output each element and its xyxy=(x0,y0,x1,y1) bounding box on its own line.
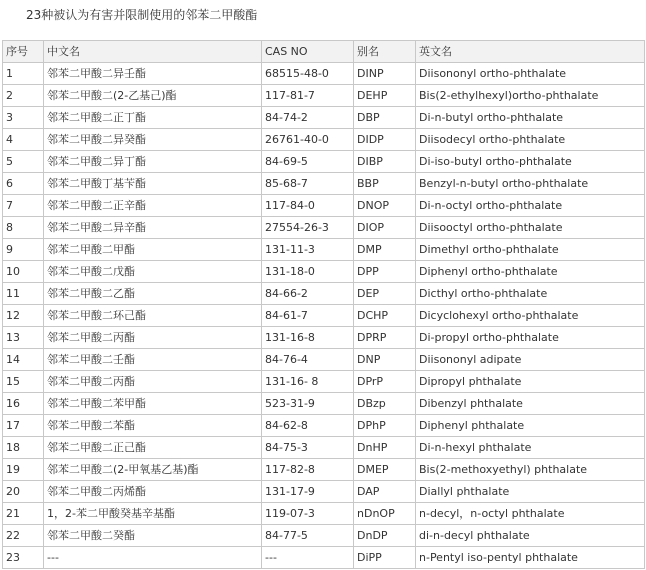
cell-index: 21 xyxy=(3,503,44,525)
cell-chinese-name: 邻苯二甲酸二乙酯 xyxy=(44,283,262,305)
table-row xyxy=(3,437,645,459)
cell-alias: DMP xyxy=(354,239,416,261)
cell-chinese-name: 邻苯二甲酸二丙烯酯 xyxy=(44,481,262,503)
cell-alias: DEHP xyxy=(354,85,416,107)
cell-index: 13 xyxy=(3,327,44,349)
cell-chinese-name: 邻苯二甲酸二正辛酯 xyxy=(44,195,262,217)
cell-cas-no: 84-69-5 xyxy=(262,151,354,173)
cell-alias: DMEP xyxy=(354,459,416,481)
header-alias: 别名 xyxy=(354,41,416,63)
cell-alias: DINP xyxy=(354,63,416,85)
cell-english-name: Diisodecyl ortho-phthalate xyxy=(416,129,645,151)
page-title: 23种被认为有害并限制使用的邻苯二甲酸酯 xyxy=(26,8,258,22)
cell-index: 10 xyxy=(3,261,44,283)
cell-cas-no: 131-16- 8 xyxy=(262,371,354,393)
table-row xyxy=(3,217,645,239)
cell-cas-no: 131-18-0 xyxy=(262,261,354,283)
header-index: 序号 xyxy=(3,41,44,63)
cell-chinese-name: 邻苯二甲酸二正己酯 xyxy=(44,437,262,459)
cell-cas-no: --- xyxy=(262,547,354,569)
cell-english-name: Diallyl phthalate xyxy=(416,481,645,503)
table-body xyxy=(3,63,645,569)
table-header xyxy=(3,41,645,63)
table-row xyxy=(3,85,645,107)
table-row xyxy=(3,459,645,481)
cell-alias: DEP xyxy=(354,283,416,305)
cell-chinese-name: 邻苯二甲酸二环己酯 xyxy=(44,305,262,327)
phthalate-table xyxy=(2,40,645,569)
table-row xyxy=(3,371,645,393)
header-cas-no: CAS NO xyxy=(262,41,354,63)
cell-alias: DNP xyxy=(354,349,416,371)
cell-index: 22 xyxy=(3,525,44,547)
cell-english-name: Dicyclohexyl ortho-phthalate xyxy=(416,305,645,327)
cell-index: 7 xyxy=(3,195,44,217)
cell-english-name: Benzyl-n-butyl ortho-phthalate xyxy=(416,173,645,195)
cell-index: 4 xyxy=(3,129,44,151)
cell-cas-no: 117-81-7 xyxy=(262,85,354,107)
cell-cas-no: 84-61-7 xyxy=(262,305,354,327)
table-row xyxy=(3,107,645,129)
cell-index: 19 xyxy=(3,459,44,481)
cell-alias: DnDP xyxy=(354,525,416,547)
header-english-name: 英文名 xyxy=(416,41,645,63)
table-row xyxy=(3,327,645,349)
cell-cas-no: 84-66-2 xyxy=(262,283,354,305)
cell-chinese-name: 邻苯二甲酸二苯甲酯 xyxy=(44,393,262,415)
table-row xyxy=(3,195,645,217)
cell-english-name: Di-propyl ortho-phthalate xyxy=(416,327,645,349)
cell-alias: BBP xyxy=(354,173,416,195)
cell-cas-no: 68515-48-0 xyxy=(262,63,354,85)
cell-cas-no: 84-62-8 xyxy=(262,415,354,437)
cell-index: 1 xyxy=(3,63,44,85)
cell-english-name: Dicthyl ortho-phthalate xyxy=(416,283,645,305)
cell-english-name: Diisononyl ortho-phthalate xyxy=(416,63,645,85)
header-row xyxy=(3,41,645,63)
table-row xyxy=(3,393,645,415)
table-row xyxy=(3,525,645,547)
cell-english-name: Bis(2-ethylhexyl)ortho-phthalate xyxy=(416,85,645,107)
cell-alias: DIBP xyxy=(354,151,416,173)
table-row xyxy=(3,503,645,525)
cell-alias: DBP xyxy=(354,107,416,129)
cell-cas-no: 131-11-3 xyxy=(262,239,354,261)
cell-cas-no: 131-16-8 xyxy=(262,327,354,349)
cell-english-name: Diphenyl phthalate xyxy=(416,415,645,437)
cell-chinese-name: 邻苯二甲酸二(2-乙基己)酯 xyxy=(44,85,262,107)
cell-english-name: Di-iso-butyl ortho-phthalate xyxy=(416,151,645,173)
cell-chinese-name: 邻苯二甲酸二丙酯 xyxy=(44,371,262,393)
cell-index: 5 xyxy=(3,151,44,173)
table-row xyxy=(3,239,645,261)
cell-index: 16 xyxy=(3,393,44,415)
table-row xyxy=(3,283,645,305)
cell-cas-no: 26761-40-0 xyxy=(262,129,354,151)
cell-index: 2 xyxy=(3,85,44,107)
table-row xyxy=(3,415,645,437)
cell-alias: DPhP xyxy=(354,415,416,437)
cell-chinese-name: 邻苯二甲酸二癸酯 xyxy=(44,525,262,547)
header-chinese-name: 中文名 xyxy=(44,41,262,63)
cell-alias: DAP xyxy=(354,481,416,503)
cell-chinese-name: 邻苯二甲酸二壬酯 xyxy=(44,349,262,371)
cell-index: 6 xyxy=(3,173,44,195)
cell-index: 23 xyxy=(3,547,44,569)
cell-chinese-name: 邻苯二甲酸二甲酯 xyxy=(44,239,262,261)
cell-english-name: Di-n-octyl ortho-phthalate xyxy=(416,195,645,217)
cell-alias: DNOP xyxy=(354,195,416,217)
cell-cas-no: 84-74-2 xyxy=(262,107,354,129)
cell-chinese-name: 邻苯二甲酸二戊酯 xyxy=(44,261,262,283)
cell-alias: DIOP xyxy=(354,217,416,239)
cell-alias: DnHP xyxy=(354,437,416,459)
cell-alias: DBzp xyxy=(354,393,416,415)
table-row xyxy=(3,305,645,327)
table-row xyxy=(3,349,645,371)
cell-english-name: Dimethyl ortho-phthalate xyxy=(416,239,645,261)
cell-chinese-name: 邻苯二甲酸二异壬酯 xyxy=(44,63,262,85)
cell-cas-no: 117-84-0 xyxy=(262,195,354,217)
cell-cas-no: 84-77-5 xyxy=(262,525,354,547)
cell-chinese-name: 1，2-苯二甲酸癸基辛基酯 xyxy=(44,503,262,525)
cell-chinese-name: 邻苯二甲酸二(2-甲氧基乙基)酯 xyxy=(44,459,262,481)
cell-english-name: Dipropyl phthalate xyxy=(416,371,645,393)
cell-english-name: di-n-decyl phthalate xyxy=(416,525,645,547)
cell-chinese-name: 邻苯二甲酸二丙酯 xyxy=(44,327,262,349)
cell-alias: DPRP xyxy=(354,327,416,349)
table-row xyxy=(3,129,645,151)
cell-chinese-name: 邻苯二甲酸二异丁酯 xyxy=(44,151,262,173)
cell-english-name: Bis(2-methoxyethyl) phthalate xyxy=(416,459,645,481)
table-row xyxy=(3,547,645,569)
cell-english-name: Di-n-hexyl phthalate xyxy=(416,437,645,459)
cell-chinese-name: 邻苯二甲酸二异癸酯 xyxy=(44,129,262,151)
cell-index: 12 xyxy=(3,305,44,327)
cell-cas-no: 85-68-7 xyxy=(262,173,354,195)
cell-cas-no: 131-17-9 xyxy=(262,481,354,503)
table-row xyxy=(3,481,645,503)
cell-english-name: Diisooctyl ortho-phthalate xyxy=(416,217,645,239)
cell-chinese-name: --- xyxy=(44,547,262,569)
cell-cas-no: 84-76-4 xyxy=(262,349,354,371)
cell-cas-no: 84-75-3 xyxy=(262,437,354,459)
cell-alias: DPP xyxy=(354,261,416,283)
cell-english-name: n-Pentyl iso-pentyl phthalate xyxy=(416,547,645,569)
table-row xyxy=(3,151,645,173)
cell-index: 17 xyxy=(3,415,44,437)
table-row xyxy=(3,173,645,195)
cell-chinese-name: 邻苯二甲酸二正丁酯 xyxy=(44,107,262,129)
cell-cas-no: 27554-26-3 xyxy=(262,217,354,239)
cell-english-name: Diphenyl ortho-phthalate xyxy=(416,261,645,283)
cell-index: 3 xyxy=(3,107,44,129)
cell-chinese-name: 邻苯二甲酸二苯酯 xyxy=(44,415,262,437)
cell-english-name: Diisononyl adipate xyxy=(416,349,645,371)
cell-cas-no: 117-82-8 xyxy=(262,459,354,481)
cell-index: 14 xyxy=(3,349,44,371)
cell-index: 18 xyxy=(3,437,44,459)
cell-index: 8 xyxy=(3,217,44,239)
table-row xyxy=(3,63,645,85)
cell-cas-no: 119-07-3 xyxy=(262,503,354,525)
cell-alias: DPrP xyxy=(354,371,416,393)
cell-alias: nDnOP xyxy=(354,503,416,525)
cell-chinese-name: 邻苯二甲酸丁基苄酯 xyxy=(44,173,262,195)
cell-index: 15 xyxy=(3,371,44,393)
cell-chinese-name: 邻苯二甲酸二异辛酯 xyxy=(44,217,262,239)
cell-alias: DCHP xyxy=(354,305,416,327)
cell-alias: DIDP xyxy=(354,129,416,151)
cell-index: 9 xyxy=(3,239,44,261)
cell-english-name: Di-n-butyl ortho-phthalate xyxy=(416,107,645,129)
cell-english-name: n-decyl，n-octyl phthalate xyxy=(416,503,645,525)
cell-alias: DiPP xyxy=(354,547,416,569)
table-row xyxy=(3,261,645,283)
cell-index: 20 xyxy=(3,481,44,503)
cell-index: 11 xyxy=(3,283,44,305)
cell-english-name: Dibenzyl phthalate xyxy=(416,393,645,415)
cell-cas-no: 523-31-9 xyxy=(262,393,354,415)
